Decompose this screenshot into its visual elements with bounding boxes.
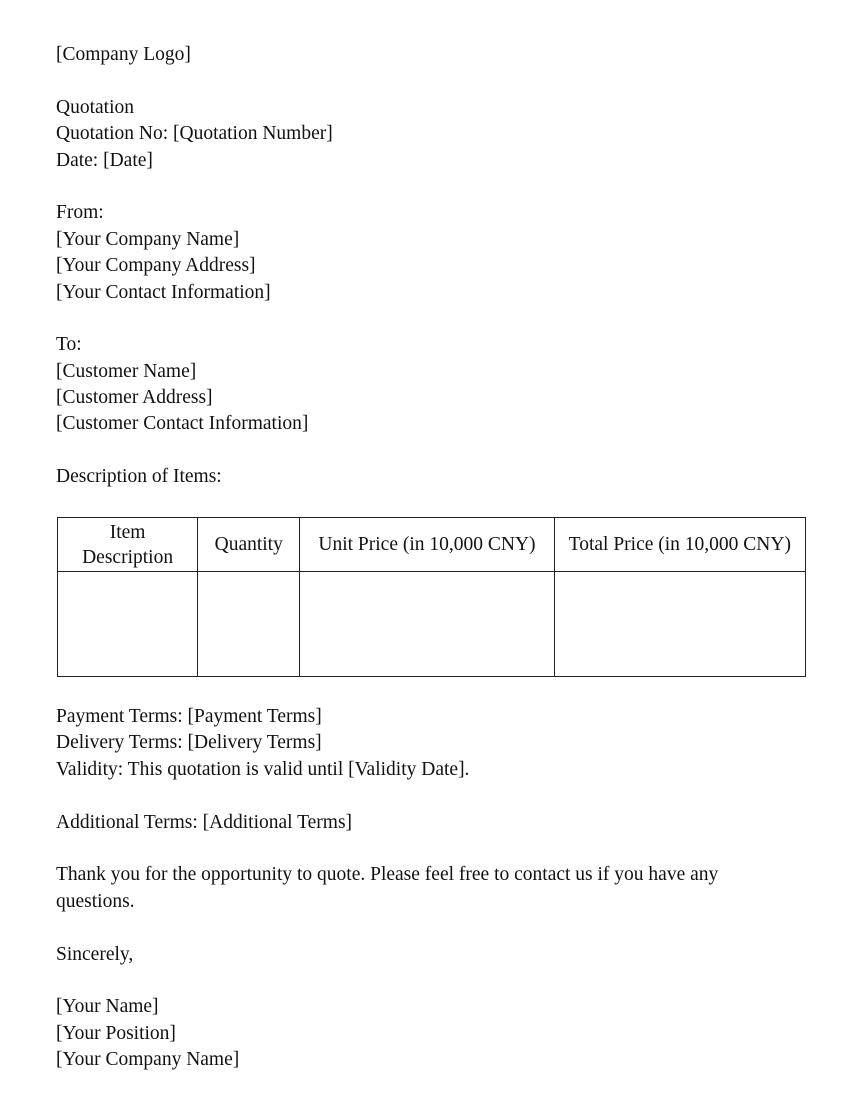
signature-name: [Your Name] (56, 996, 159, 1018)
spacer (56, 915, 816, 941)
spacer (56, 68, 816, 94)
spacer (56, 783, 816, 809)
column-header-quantity: Quantity (198, 518, 300, 572)
to-label: To: (56, 334, 82, 356)
spacer (56, 438, 816, 464)
spacer (56, 306, 816, 332)
document-title: Quotation (56, 96, 134, 118)
company-logo-placeholder: [Company Logo] (56, 44, 191, 65)
terms-and-closing (56, 704, 816, 1074)
table-header-row (58, 518, 806, 572)
to-block (56, 332, 816, 438)
quotation-date: Date: [Date] (56, 149, 153, 171)
spacer (56, 968, 816, 994)
items-heading: Description of Items: (56, 466, 222, 488)
column-header-unit-price: Unit Price (in 10,000 CNY) (300, 518, 554, 572)
to-customer-address: [Customer Address] (56, 387, 213, 409)
quotation-document (56, 42, 816, 1071)
spacer (56, 174, 816, 200)
items-table (57, 517, 806, 677)
table-row (58, 572, 806, 677)
payment-terms: Payment Terms: [Payment Terms] (56, 706, 322, 727)
salutation: Sincerely, (56, 943, 134, 965)
from-label: From: (56, 202, 104, 224)
table-cell-total-price (554, 572, 805, 677)
to-customer-name: [Customer Name] (56, 360, 197, 382)
delivery-terms: Delivery Terms: [Delivery Terms] (56, 732, 322, 754)
validity-terms: Validity: This quotation is valid until [Validity Date]. (56, 758, 470, 780)
thank-you-message: Thank you for the opportunity to quote. Please feel free to contact us if you have any questions. (56, 864, 719, 912)
signature-position: [Your Position] (56, 1022, 176, 1044)
additional-terms: Additional Terms: [Additional Terms] (56, 811, 353, 833)
from-block (56, 200, 816, 306)
to-customer-contact: [Customer Contact Information] (56, 413, 309, 435)
spacer (56, 836, 816, 862)
column-header-item-description: Item Description (58, 518, 198, 572)
quotation-number: Quotation No: [Quotation Number] (56, 123, 333, 145)
from-company-name: [Your Company Name] (56, 228, 240, 250)
table-cell-quantity (198, 572, 300, 677)
table-cell-unit-price (300, 572, 554, 677)
from-company-address: [Your Company Address] (56, 255, 256, 277)
column-header-total-price: Total Price (in 10,000 CNY) (554, 518, 805, 572)
from-contact-info: [Your Contact Information] (56, 281, 271, 303)
table-cell-item-description (58, 572, 198, 677)
signature-company: [Your Company Name] (56, 1049, 240, 1071)
